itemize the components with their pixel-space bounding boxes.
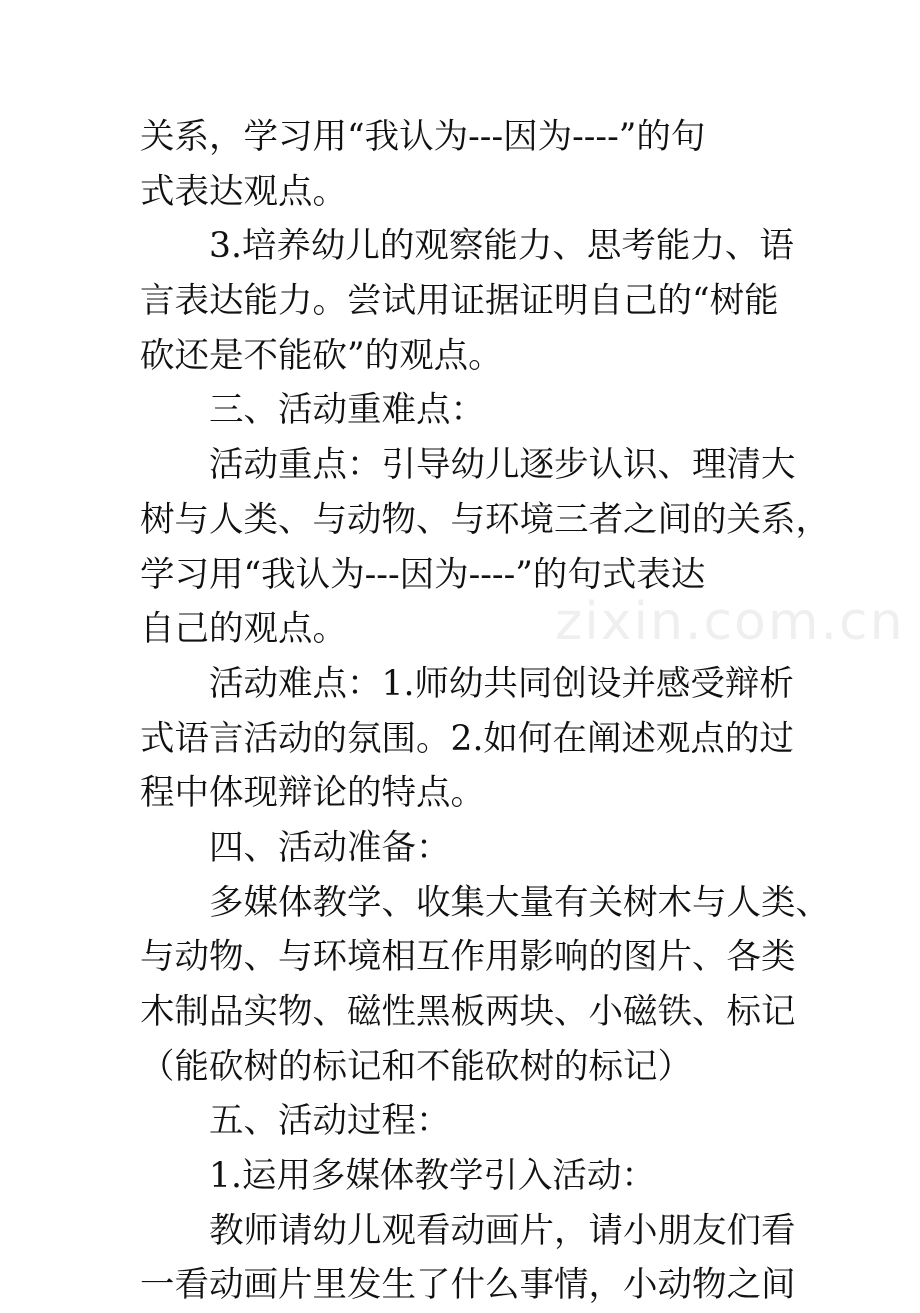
text-line-12: 式语言活动的氛围。2.如何在阐述观点的过 — [140, 718, 794, 759]
text-line-4: 言表达能力。尝试用证据证明自己的“树能 — [140, 281, 779, 322]
text-line-17: 木制品实物、磁性黑板两块、小磁铁、标记 — [140, 992, 796, 1032]
document-body — [140, 110, 830, 1313]
text-line-20: 1.运用多媒体教学引入活动： — [209, 1156, 656, 1197]
text-line-2: 式表达观点。 — [140, 171, 347, 212]
watermark: zixin.com.cn — [555, 592, 905, 652]
text-line-5: 砍还是不能砍”的观点。 — [140, 335, 503, 376]
section-heading-5: 五、活动过程： — [209, 1101, 451, 1142]
section-heading-4: 四、活动准备： — [209, 827, 451, 868]
text-line-13: 程中体现辩论的特点。 — [140, 773, 485, 814]
text-line-11: 活动难点：1.师幼共同创设并感受辩析 — [209, 663, 794, 704]
text-line-22: 一看动画片里发生了什么事情，小动物之间 — [140, 1265, 796, 1306]
text-line-7: 活动重点：引导幼儿逐步认识、理清大 — [209, 445, 796, 486]
text-line-10: 自己的观点。 — [140, 609, 347, 650]
text-line-9: 学习用“我认为---因为----”的句式表达 — [140, 554, 706, 595]
text-line-16: 与动物、与环境相互作用影响的图片、各类 — [140, 937, 796, 978]
text-line-18: （能砍树的标记和不能砍树的标记） — [140, 1046, 692, 1087]
section-heading-3: 三、活动重难点： — [209, 390, 485, 431]
text-line-3: 3.培养幼儿的观察能力、思考能力、语 — [209, 226, 794, 267]
text-line-15: 多媒体教学、收集大量有关树木与人类、 — [209, 882, 830, 923]
text-line-1: 关系，学习用“我认为---因为----”的句 — [140, 117, 706, 157]
text-line-8: 树与人类、与动物、与环境三者之间的关系， — [140, 499, 830, 540]
text-line-21: 教师请幼儿观看动画片，请小朋友们看 — [209, 1210, 796, 1251]
